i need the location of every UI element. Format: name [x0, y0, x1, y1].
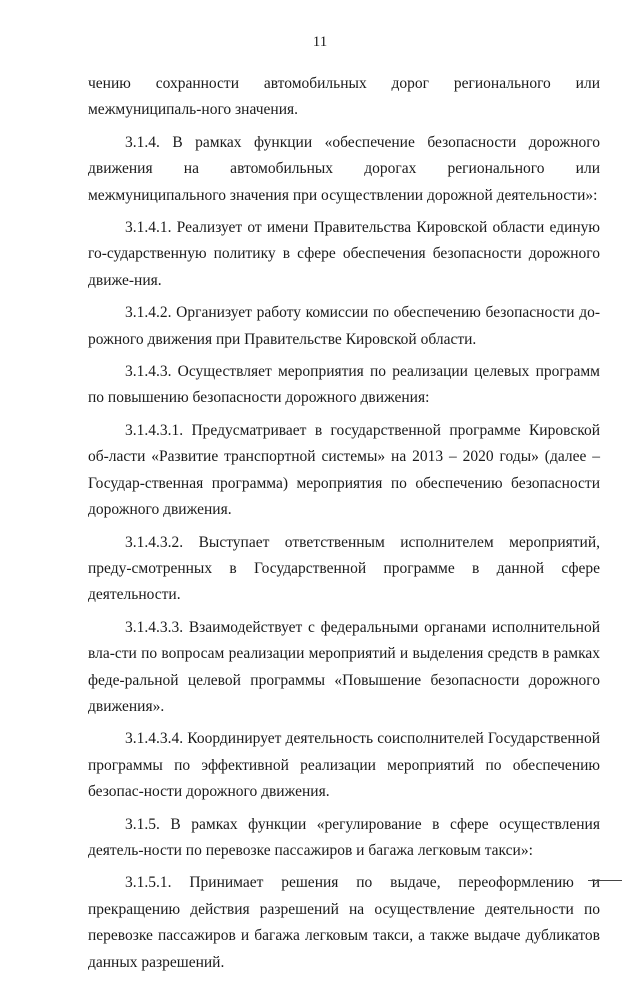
document-body — [88, 71, 600, 982]
paragraph-3-1-5-1: 3.1.5.1. Принимает решения по выдаче, переоформлению и прекращению действия разрешений на осуществление деятельности по перевозке пассажиров и багажа легковым такси, а также выдаче дубликатов данных разрешений. — [88, 874, 600, 971]
paragraph-3-1-4-2: 3.1.4.2. Организует работу комиссии по обеспечению безопасности до-рожного движения при Правительстве Кировской области. — [88, 304, 600, 348]
paragraph-3-1-4-1: 3.1.4.1. Реализует от имени Правительства Кировской области единую го-сударственную политику в сфере обеспечения безопасности дорожного движе-ния. — [88, 219, 600, 289]
paragraph-3-1-4-3-3: 3.1.4.3.3. Взаимодействует с федеральными органами исполнительной вла-сти по вопросам реализации мероприятий и выделения средств в рамках феде-ральной целевой программы «Повышение безопасности дорожного движения». — [88, 618, 600, 715]
paragraph-3-1-4-3-2: 3.1.4.3.2. Выступает ответственным исполнителем мероприятий, преду-смотренных в Государственной программе в данной сфере деятельности. — [88, 533, 600, 604]
corner-mark-line — [588, 880, 622, 881]
paragraph-3-1-4-3-4: 3.1.4.3.4. Координирует деятельность соисполнителей Государственной программы по эффективной реализации мероприятий по обеспечению безопас-ности дорожного движения. — [88, 730, 600, 801]
paragraph-3-1-4: 3.1.4. В рамках функции «обеспечение безопасности дорожного движения на автомобильных дорогах регионального или межмуниципального значения при осуществлении дорожной деятельности»: — [88, 133, 600, 204]
page-number: 11 — [312, 34, 328, 50]
paragraph-3-1-5: 3.1.5. В рамках функции «регулирование в сфере осуществления деятель-ности по перевозке пассажиров и багажа легковым такси»: — [88, 815, 600, 859]
paragraph-3-1-4-3: 3.1.4.3. Осуществляет мероприятия по реализации целевых программ по повышению безопасности дорожного движения: — [88, 363, 600, 407]
paragraph-continuation: чению сохранности автомобильных дорог регионального или межмуниципаль-ного значения. — [88, 75, 600, 119]
paragraph-3-1-4-3-1: 3.1.4.3.1. Предусматривает в государственной программе Кировской об-ласти «Развитие транспортной системы» на 2013 – 2020 годы» (далее – Государ-ственная программа) мероприятия по обеспечению безопасности дорожного движения. — [88, 421, 600, 519]
